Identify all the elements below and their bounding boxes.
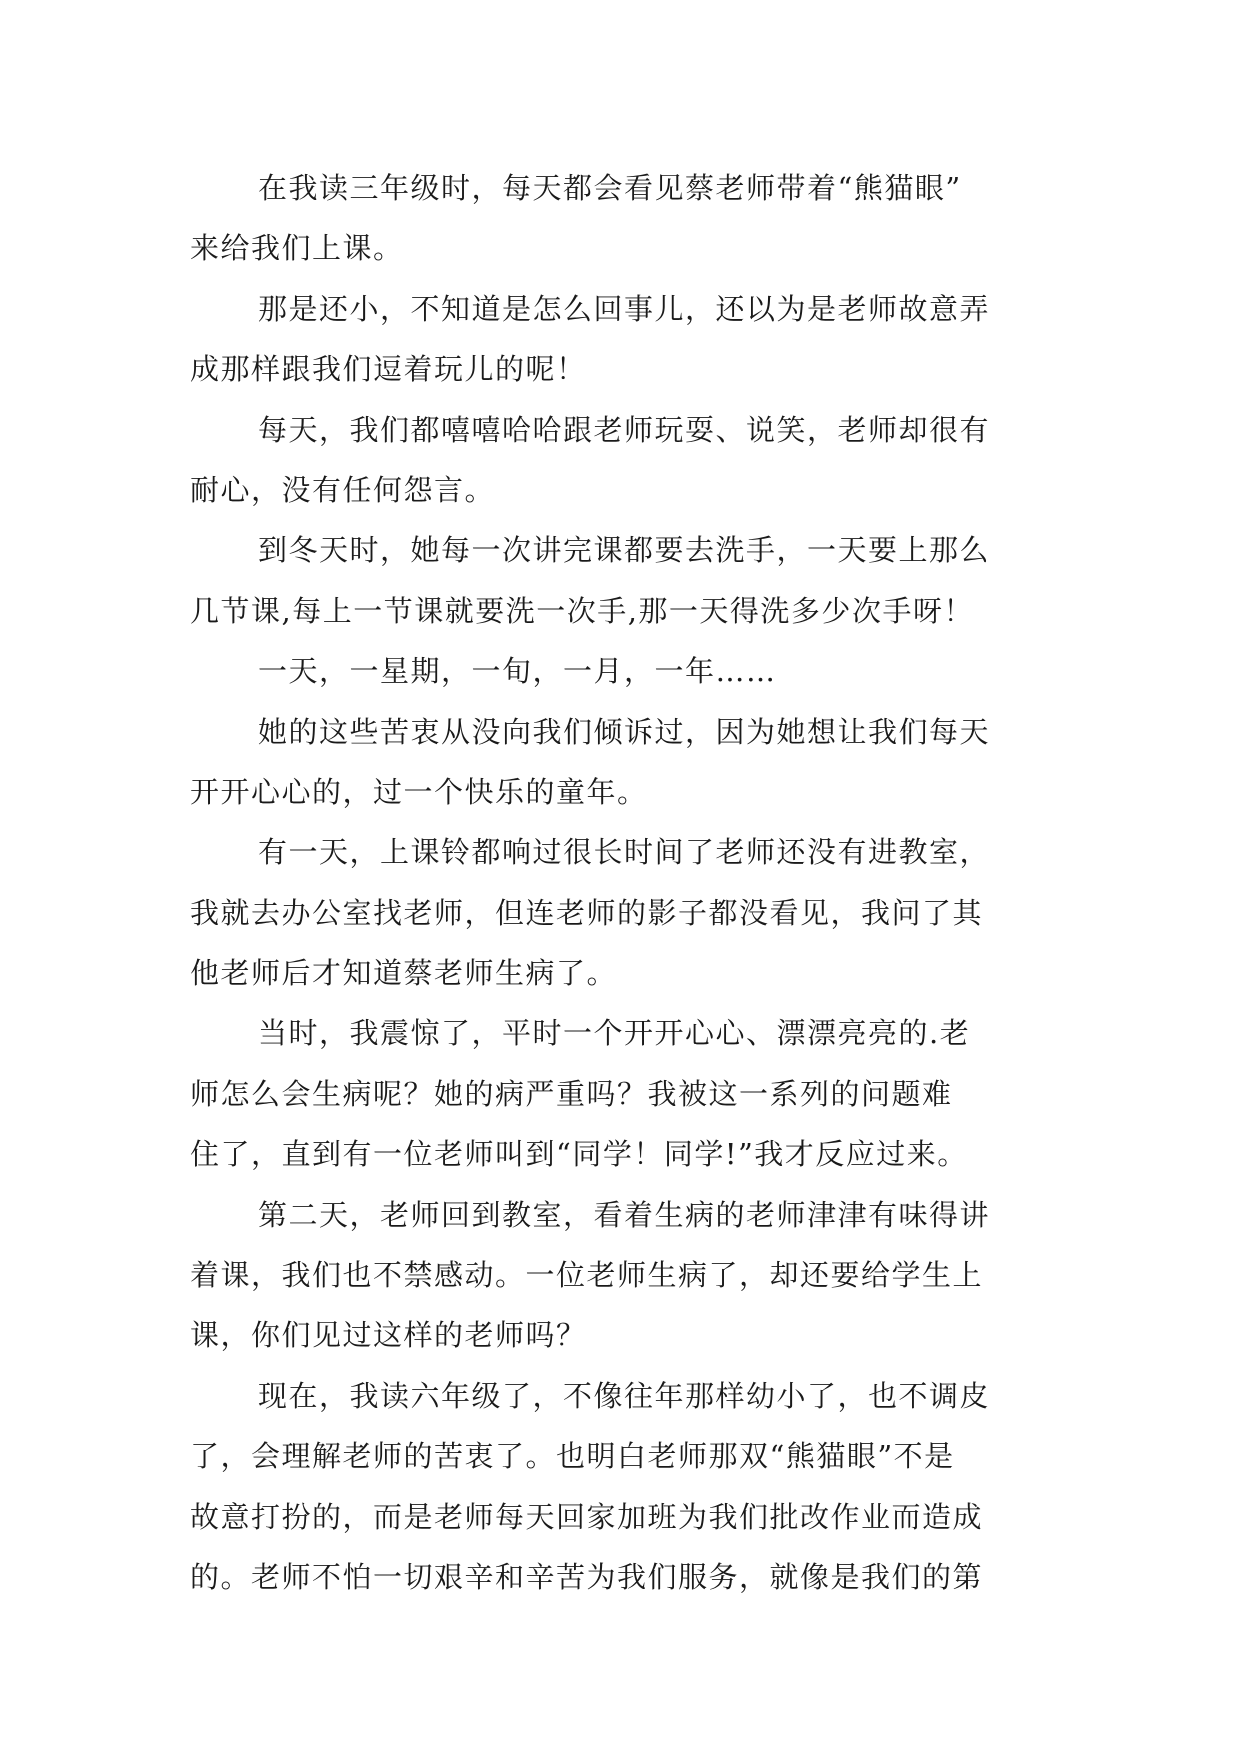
text-line: 我就去办公室找老师，但连老师的影子都没看见，我问了其 <box>190 895 984 930</box>
text-line: 着课，我们也不禁感动。一位老师生病了，却还要给学生上 <box>190 1258 984 1293</box>
text-line: 开开心心的，过一个快乐的童年。 <box>190 774 648 809</box>
document-body <box>190 158 1050 1607</box>
text-line: 了，会理解老师的苦衷了。也明白老师那双“熊猫眼”不是 <box>190 1439 955 1474</box>
text-line: 成那样跟我们逗着玩儿的呢！ <box>190 352 587 387</box>
text-line: 第二天，老师回到教室，看着生病的老师津津有味得讲 <box>258 1197 991 1232</box>
text-line: 到冬天时，她每一次讲完课都要去洗手，一天要上那么 <box>258 533 991 568</box>
text-line: 住了，直到有一位老师叫到“同学！同学!”我才反应过来。 <box>190 1137 968 1172</box>
text-line: 当时，我震惊了，平时一个开开心心、漂漂亮亮的.老 <box>258 1016 971 1051</box>
text-line: 一天，一星期，一旬，一月，一年…… <box>258 654 777 689</box>
text-line: 课，你们见过这样的老师吗？ <box>190 1318 587 1353</box>
text-line: 他老师后才知道蔡老师生病了。 <box>190 956 618 991</box>
text-line: 那是还小，不知道是怎么回事儿，还以为是老师故意弄 <box>258 291 991 326</box>
text-line: 每天，我们都嘻嘻哈哈跟老师玩耍、说笑，老师却很有 <box>258 412 991 447</box>
text-line: 现在，我读六年级了，不像往年那样幼小了，也不调皮 <box>258 1378 991 1413</box>
text-line: 的。老师不怕一切艰辛和辛苦为我们服务，就像是我们的第 <box>190 1559 984 1594</box>
text-line: 她的这些苦衷从没向我们倾诉过，因为她想让我们每天 <box>258 714 991 749</box>
text-line: 故意打扮的，而是老师每天回家加班为我们批改作业而造成 <box>190 1499 984 1534</box>
text-line: 几节课,每上一节课就要洗一次手,那一天得洗多少次手呀！ <box>190 593 974 628</box>
text-line: 在我读三年级时，每天都会看见蔡老师带着“熊猫眼” <box>258 171 962 205</box>
text-line: 来给我们上课。 <box>190 231 404 266</box>
text-line: 耐心，没有任何怨言。 <box>190 472 496 507</box>
text-line: 师怎么会生病呢？她的病严重吗？我被这一系列的问题难 <box>190 1076 953 1111</box>
text-line: 有一天，上课铃都响过很长时间了老师还没有进教室， <box>258 835 991 870</box>
